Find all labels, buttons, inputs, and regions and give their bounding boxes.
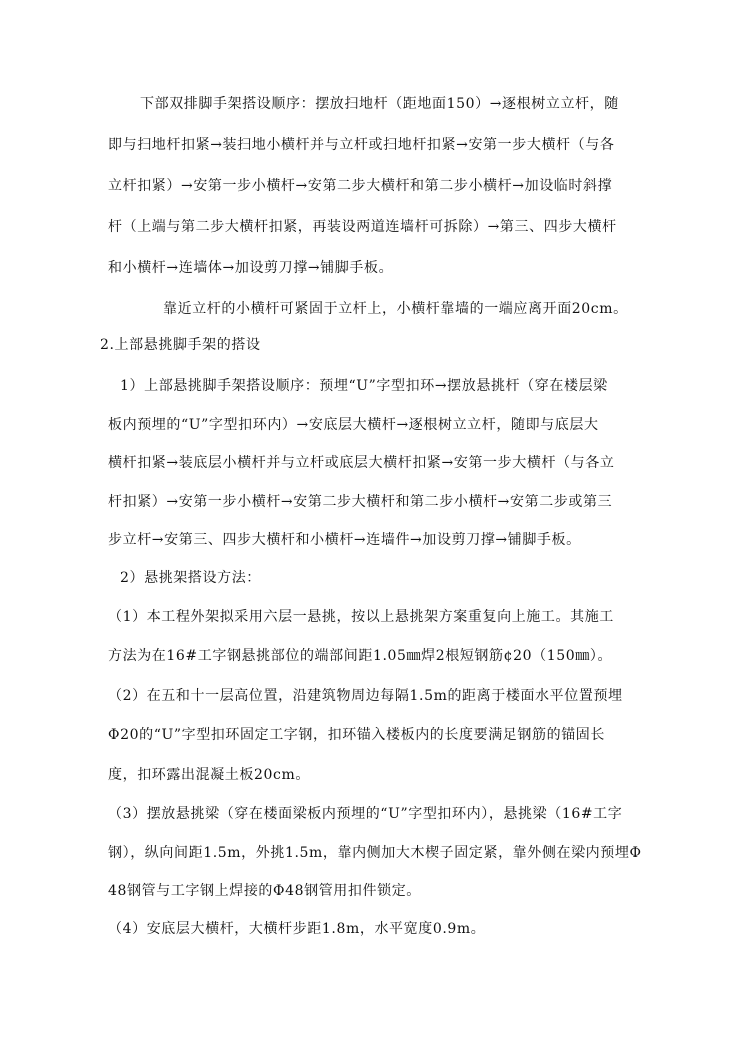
paragraph-2-line-1: 靠近立杆的小横杆可紧固于立杆上，小横杆靠墙的一端应离开面20cm。	[163, 301, 628, 317]
paragraph-3-line-2: 板内预埋的“U”字型扣环内）→安底层大横杆→逐根树立立杆，随即与底层大	[108, 417, 599, 433]
paragraph-3-line-3: 横杆扣紧→装底层小横杆并与立杆或底层大横杆扣紧→安第一步大横杆（与各立	[108, 455, 615, 471]
paragraph-3-line-4: 杆扣紧）→安第一步小横杆→安第二步大横杆和第二步小横杆→安第二步或第三	[108, 494, 613, 510]
paragraph-4-line-2: 方法为在16#工字钢悬挑部位的端部间距1.05㎜焊2根短钢筋¢20（150㎜）。	[108, 648, 613, 664]
paragraph-5-line-1: （2）在五和十一层高位置，沿建筑物周边每隔1.5m的距离于楼面水平位置预埋	[108, 688, 623, 704]
section-heading: 2.上部悬挑脚手架的搭设	[100, 337, 261, 353]
paragraph-3-line-5: 步立杆→安第三、四步大横杆和小横杆→连墙件→加设剪刀撑→铺脚手板。	[108, 532, 581, 548]
paragraph-6-line-1: （3）摆放悬挑梁（穿在楼面梁板内预埋的“U”字型扣环内），悬挑梁（16#工字	[108, 806, 623, 822]
paragraph-5-line-2: Φ20的“U”字型扣环固定工字钢，扣环锚入楼板内的长度要满足钢筋的锚固长	[108, 727, 606, 743]
paragraph-1-line-5: 和小横杆→连墙体→加设剪刀撑→铺脚手板。	[108, 260, 394, 276]
paragraph-6-line-2: 钢），纵向间距1.5m，外挑1.5m，靠内侧加大木楔子固定紧，靠外侧在梁内预埋Φ	[108, 845, 642, 861]
paragraph-1-line-4: 杆（上端与第二步大横杆扣紧，再装设两道连墙杆可拆除）→第三、四步大横杆	[108, 219, 617, 235]
paragraph-6-line-3: 48钢管与工字钢上焊接的Φ48钢管用扣件锁定。	[108, 883, 421, 899]
paragraph-1-line-1: 下部双排脚手架搭设顺序：摆放扫地杆（距地面150）→逐根树立立杆，随	[140, 96, 619, 112]
paragraph-1-line-2: 即与扫地杆扣紧→装扫地小横杆并与立杆或扫地杆扣紧→安第一步大横杆（与各	[108, 137, 615, 153]
paragraph-4-line-1: （1）本工程外架拟采用六层一悬挑，按以上悬挑架方案重复向上施工。其施工	[108, 609, 614, 625]
paragraph-5-line-3: 度，扣环露出混凝土板20cm。	[108, 767, 310, 783]
subheading-method: 2）悬挑架搭设方法：	[120, 570, 261, 586]
paragraph-1-line-3: 立杆扣紧）→安第一步小横杆→安第二步大横杆和第二步小横杆→加设临时斜撑	[108, 178, 613, 194]
paragraph-3-line-1: 1）上部悬挑脚手架搭设顺序：预埋“U”字型扣环→摆放悬挑杆（穿在楼层梁	[120, 378, 608, 394]
paragraph-7-line-1: （4）安底层大横杆，大横杆步距1.8m，水平宽度0.9m。	[108, 921, 486, 937]
